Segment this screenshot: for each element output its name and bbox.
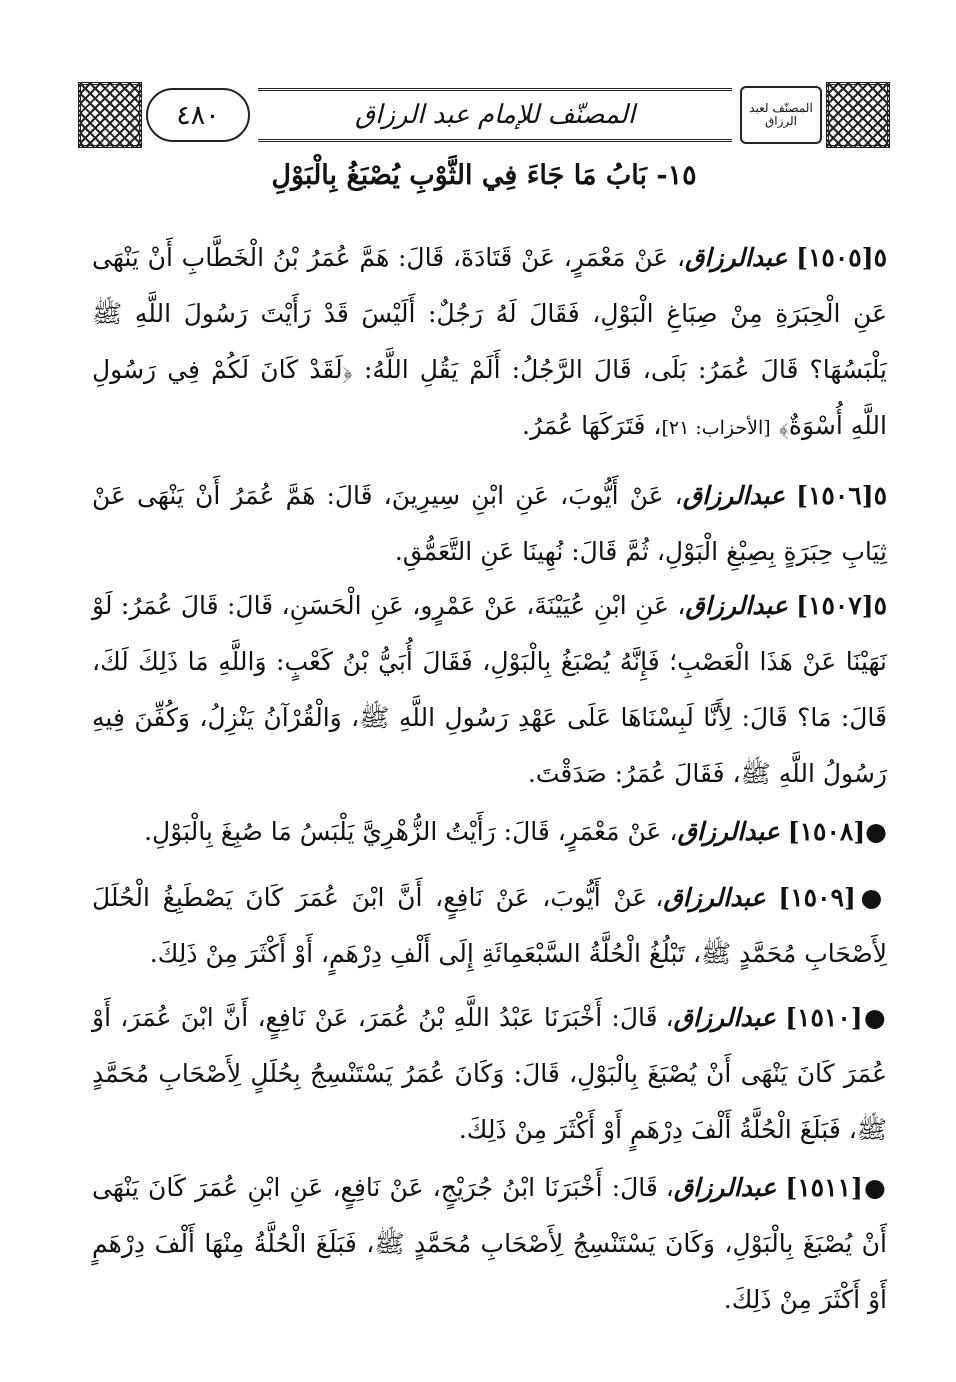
hadith-1505 (92, 230, 887, 456)
hadith-source: عبدالرزاق (673, 1003, 776, 1032)
hadith-text: ، قَالَ: أَخْبَرَنَا عَبْدُ اللَّهِ بْنُ عُمَرَ، عَنْ نَافِعٍ، أَنَّ ابْنَ عُمَرَ، أَوْ عُمَرَ كَانَ يَنْهَى أَنْ يُصْبَغَ بِالْبَوْلِ، قَالَ: وَكَانَ عُمَرُ يَسْتَنْسِجُ بِحُلَلٍ لِأَصْحَابِ مُحَمَّدٍ ﷺ، فَبَلَغَ الْحُلَّةُ أَلْفَ دِرْهَمٍ أَوْ أَكْثَرَ مِنْ ذَلِكَ. (92, 1003, 887, 1144)
book-seal-text: المصنّف لعبد الرزاق (749, 100, 813, 128)
book-seal-logo (740, 86, 822, 144)
hadith-number: ٥[١٥٠٧] (796, 591, 888, 620)
ornament-left (78, 82, 142, 148)
hadith-1511 (92, 1160, 887, 1328)
hadith-source: عبدالرزاق (677, 817, 780, 846)
hadith-text: ، عَنْ مَعْمَرٍ، عَنْ قَتَادَةَ، قَالَ: هَمَّ عُمَرُ بْنُ الْخَطَّابِ أَنْ يَنْهَى عَنِ الْحِبَرَةِ مِنْ صِبَاغِ الْبَوْلِ، فَقَالَ لَهُ رَجُلٌ: أَلَيْسَ قَدْ رَأَيْتَ رَسُولَ اللَّهِ ﷺ يَلْبَسُهَا؟ قَالَ عُمَرُ: بَلَى، قَالَ الرَّجُلُ: أَلَمْ يَقُلِ اللَّهُ: ﴿لَقَدْ كَانَ لَكُمْ فِي رَسُولِ اللَّهِ أُسْوَةٌ﴾ (92, 243, 887, 440)
hadith-1508 (92, 804, 887, 860)
hadith-text-end: ، فَتَرَكَهَا عُمَرُ. (522, 411, 662, 440)
hadith-number: ●[١٥٠٨] (787, 817, 887, 846)
quran-reference: [الأحزاب: ٢١] (661, 417, 771, 439)
hadith-1507 (92, 578, 887, 802)
hadith-number: ●[١٥١١] (785, 1173, 888, 1202)
hadith-source: عبدالرزاق (685, 591, 788, 620)
page-number: ٤٨٠ (146, 88, 250, 142)
hadith-text: ، عَنْ أَيُّوبَ، عَنْ نَافِعٍ، أَنَّ ابْنَ عُمَرَ كَانَ يَصْطَبِغُ الْحُلَلَ لِأَصْحَابِ مُحَمَّدٍ ﷺ، تَبْلُغُ الْحُلَّةُ السَّبْعَمِائَةِ إِلَى أَلْفِ دِرْهَمٍ، أَوْ أَكْثَرَ مِنْ ذَلِكَ. (92, 883, 887, 968)
hadith-source: عبدالرزاق (682, 481, 786, 510)
hadith-number: ٥[١٥٠٥] (796, 243, 887, 272)
page-header (78, 82, 890, 148)
hadith-text: ، قَالَ: أَخْبَرَنَا ابْنُ جُرَيْجٍ، عَنْ نَافِعٍ، عَنِ ابْنِ عُمَرَ كَانَ يَنْهَى أَنْ يُصْبَغَ بِالْبَوْلِ، وَكَانَ يَسْتَنْسِجُ لِأَصْحَابِ مُحَمَّدٍ ﷺ، فَبَلَغَ الْحُلَّةُ مِنْهَا أَلْفَ دِرْهَمٍ أَوْ أَكْثَرَ مِنْ ذَلِكَ. (92, 1173, 887, 1314)
hadith-1506 (92, 468, 887, 580)
hadith-number: ●[١٥١٠] (785, 1003, 887, 1032)
hadith-number: ●[١٥٠٩] (778, 883, 887, 912)
hadith-source: عبدالرزاق (673, 1173, 777, 1202)
hadith-text: ، عَنْ أَيُّوبَ، عَنِ ابْنِ سِيرِينَ، قَالَ: هَمَّ عُمَرُ أَنْ يَنْهَى عَنْ ثِيَابِ حِبَرَةٍ بِصِبْغِ الْبَوْلِ، ثُمَّ قَالَ: نُهِينَا عَنِ التَّعَمُّقِ. (92, 481, 887, 566)
running-title-frame (258, 88, 732, 142)
hadith-source: عبدالرزاق (663, 883, 766, 912)
hadith-source: عبدالرزاق (685, 243, 788, 272)
running-title: المصنّف للإمام عبد الرزاق (354, 100, 636, 130)
hadith-text: ، عَنِ ابْنِ عُيَيْنَةَ، عَنْ عَمْرٍو، عَنِ الْحَسَنِ، قَالَ: قَالَ عُمَرُ: لَوْ نَهَيْنَا عَنْ هَذَا الْعَصْبِ؛ فَإِنَّهُ يُصْبَغُ بِالْبَوْلِ، فَقَالَ أُبَيُّ بْنُ كَعْبٍ: وَاللَّهِ مَا ذَلِكَ لَكَ، قَالَ: مَا؟ قَالَ: لِأَنَّا لَبِسْنَاهَا عَلَى عَهْدِ رَسُولِ اللَّهِ ﷺ، وَالْقُرْآنُ يَنْزِلُ، وَكُفِّنَ فِيهِ رَسُولُ اللَّهِ ﷺ، فَقَالَ عُمَرُ: صَدَقْتَ. (92, 591, 887, 788)
hadith-text: ، عَنْ مَعْمَرٍ، قَالَ: رَأَيْتُ الزُّهْرِيَّ يَلْبَسُ مَا صُبِغَ بِالْبَوْلِ. (144, 817, 678, 846)
chapter-title: ١٥- بَابُ مَا جَاءَ فِي الثَّوْبِ يُصْبَغُ بِالْبَوْلِ (271, 160, 697, 191)
hadith-1509 (92, 870, 887, 982)
hadith-number: ٥[١٥٠٦] (796, 481, 887, 510)
ornament-right (826, 82, 890, 148)
hadith-1510 (92, 990, 887, 1158)
